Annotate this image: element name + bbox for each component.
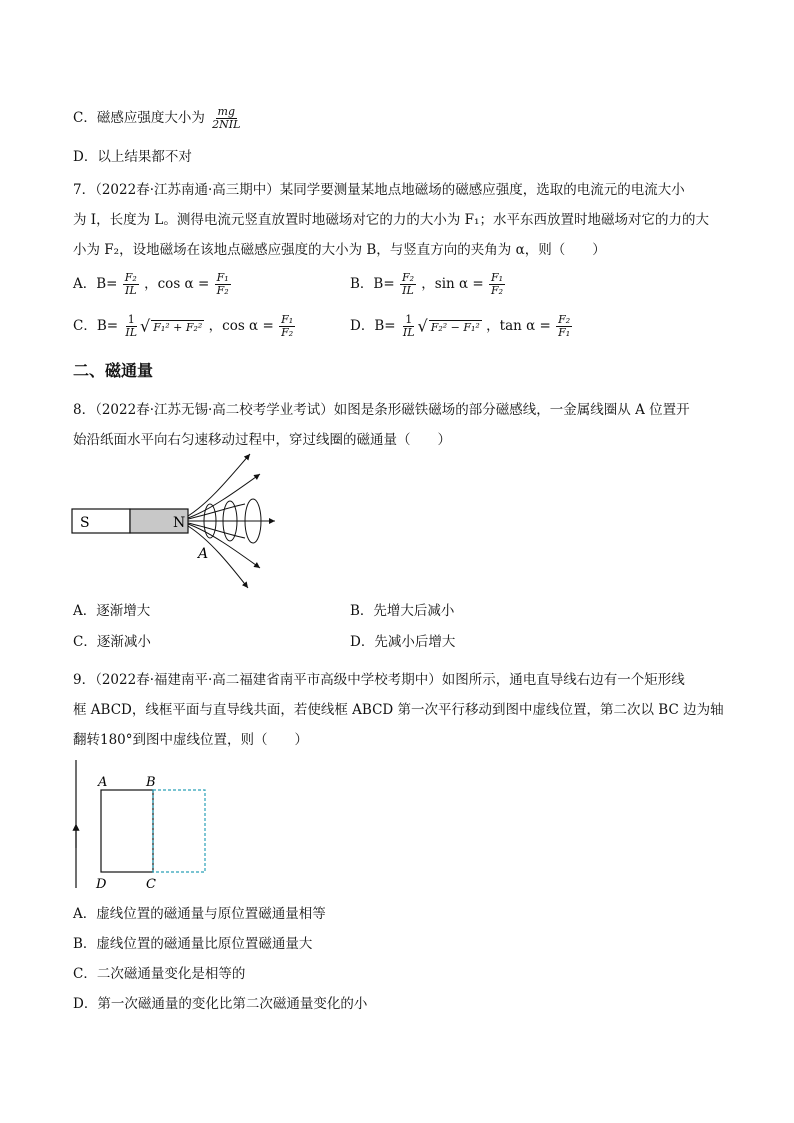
q7-option-a[interactable]: A．B= $\frac{\text{F₂}}{IL}$ ，cos α = $\frac{\text{F₁}}{\text{F₂}}$ [73, 271, 229, 297]
dashed-frame-position [153, 790, 205, 872]
q9-stem-line-2: 框 ABCD，线框平面与直导线共面，若使线框 ABCD 第一次平行移动到图中虚线位置，第二次以 BC 边为轴 [73, 702, 724, 718]
vertex-d: D [96, 877, 107, 892]
section-heading: 二、磁通量 [73, 361, 154, 380]
q7-stem-line-3: 小为 F₂，设地磁场在该地点磁感应强度的大小为 B，与竖直方向的夹角为 α，则（ ） [73, 242, 606, 258]
vertex-a: A [98, 775, 108, 790]
q8-option-d[interactable]: D．先减小后增大 [350, 634, 456, 650]
q7-option-d[interactable]: D．B= $\frac{1}{IL}$ √ F₂² − F₁² ，tan α = $\frac{\text{F₂}}{\text{F₁}}$ [350, 313, 571, 339]
q9-option-a[interactable]: A．虚线位置的磁通量与原位置磁通量相等 [73, 906, 326, 922]
magnet-s-label: S [80, 515, 90, 531]
q6-option-c[interactable]: C．磁感应强度大小为 $\frac{mg}{\text{2NIL}}$ [73, 105, 241, 131]
q7-option-b[interactable]: B．B= $\frac{\text{F₂}}{IL}$ ，sin α = $\frac{\text{F₁}}{\text{F₂}}$ [350, 271, 504, 297]
q8-option-a[interactable]: A．逐渐增大 [73, 603, 151, 619]
q9-stem-line-1: 9．（2022春·福建南平·高二福建省南平市高级中学校考期中）如图所示，通电直导线右边有一个矩形线 [73, 672, 685, 688]
q9-option-c[interactable]: C．二次磁通量变化是相等的 [73, 966, 246, 982]
q6-option-d[interactable]: D．以上结果都不对 [73, 149, 192, 165]
q7-stem-line-1: 7．（2022春·江苏南通·高三期中）某同学要测量某地点地磁场的磁感应强度，选取的电流元的电流大小 [73, 182, 685, 198]
q6-option-c-fraction: $\frac{mg}{\text{2NIL}}$ [212, 105, 241, 131]
frame-abcd [101, 790, 153, 872]
q7-option-c[interactable]: C．B= $\frac{1}{IL}$ √ F₁² + F₂² ，cos α = $\frac{\text{F₁}}{\text{F₂}}$ [73, 313, 294, 339]
q8-magnet-figure [70, 452, 290, 592]
magnet-n-label: N [173, 515, 186, 531]
q9-stem-line-3: 翻转180°到图中虚线位置，则（ ） [73, 732, 309, 748]
q8-option-b[interactable]: B．先增大后减小 [350, 603, 455, 619]
q7-stem-line-2: 为 I，长度为 L。测得电流元竖直放置时地磁场对它的力的大小为 F₁；水平东西放置时地磁场对它的力的大 [73, 212, 709, 228]
field-lines [188, 454, 275, 588]
position-a-label: A [198, 546, 209, 562]
q8-option-c[interactable]: C．逐渐减小 [73, 634, 151, 650]
q9-wire-frame-figure [68, 756, 218, 896]
vertex-b: B [146, 775, 156, 790]
q8-stem-line-1: 8．（2022春·江苏无锡·高二校考学业考试）如图是条形磁铁磁场的部分磁感线，一金属线圈从 A 位置开 [73, 402, 690, 418]
q9-option-b[interactable]: B．虚线位置的磁通量比原位置磁通量大 [73, 936, 313, 952]
vertex-c: C [146, 877, 156, 892]
q9-option-d[interactable]: D．第一次磁通量的变化比第二次磁通量变化的小 [73, 996, 368, 1012]
q8-stem-line-2: 始沿纸面水平向右匀速移动过程中，穿过线圈的磁通量（ ） [73, 432, 451, 448]
